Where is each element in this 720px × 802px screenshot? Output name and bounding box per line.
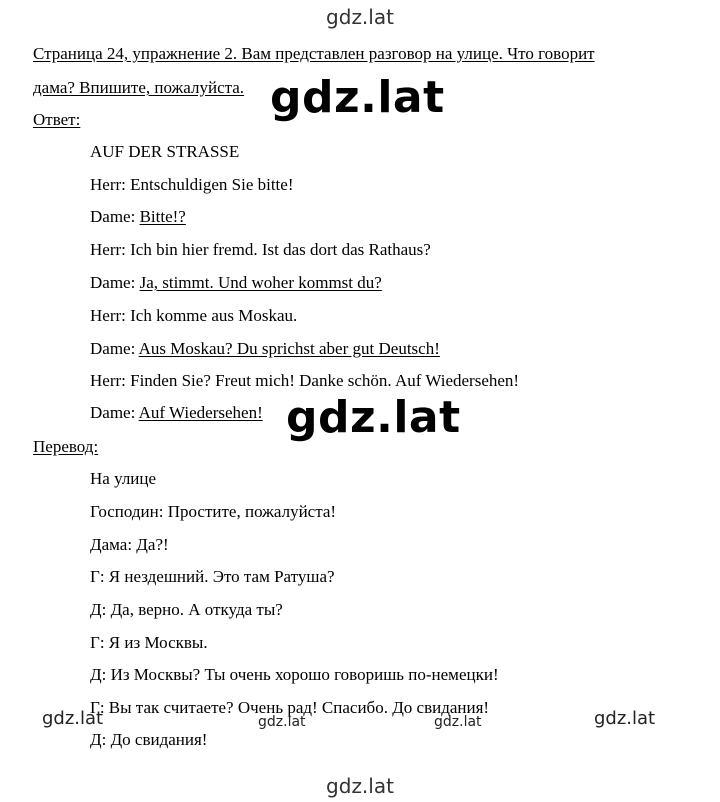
watermark-top: gdz.lat — [326, 5, 394, 29]
dialogue-line — [90, 339, 440, 359]
translation-title: На улице — [90, 469, 157, 488]
translation-line: Г: Вы так считаете? Очень рад! Спасибо. До свидания! — [90, 698, 490, 717]
speaker-label: Dame: — [90, 339, 136, 358]
filled-answer: Bitte!? — [139, 207, 186, 226]
filled-answer: Ja, stimmt. Und woher kommst du? — [139, 273, 382, 292]
translation-heading: Перевод: — [33, 437, 99, 456]
dialogue-line — [90, 240, 431, 260]
answer-heading: Ответ: — [33, 110, 81, 129]
watermark-small: gdz.lat — [258, 714, 306, 730]
dialogue-line — [90, 306, 297, 326]
task-line-2: дама? Впишите, пожалуйста. — [33, 78, 245, 97]
watermark-large: gdz.lat — [270, 72, 445, 123]
dialogue-line — [90, 207, 186, 227]
translation-line: Д: Из Москвы? Ты очень хорошо говоришь по-немецки! — [90, 665, 499, 684]
dialogue-line — [90, 175, 293, 195]
speaker-label: Herr: — [90, 175, 126, 194]
speaker-label: Dame: — [90, 403, 136, 422]
watermark-large: gdz.lat — [286, 392, 461, 443]
translation-line: Д: Да, верно. А откуда ты? — [90, 600, 283, 619]
task-line-1: Страница 24, упражнение 2. Вам представлен разговор на улице. Что говорит — [33, 44, 595, 63]
watermark-bottom: gdz.lat — [326, 774, 394, 798]
translation-line: Г: Я из Москвы. — [90, 633, 208, 652]
dialogue-text: Finden Sie? Freut mich! Danke schön. Auf Wiedersehen! — [130, 371, 520, 390]
answer-title: AUF DER STRASSE — [90, 142, 240, 161]
watermark-small: gdz.lat — [434, 714, 482, 730]
filled-answer: Auf Wiedersehen! — [138, 403, 263, 422]
dialogue-text: Ich bin hier fremd. Ist das dort das Rathaus? — [130, 240, 431, 259]
dialogue-line — [90, 403, 263, 423]
speaker-label: Dame: — [90, 273, 136, 292]
translation-line: Г: Я нездешний. Это там Ратуша? — [90, 567, 335, 586]
watermark-small: gdz.lat — [594, 708, 656, 729]
filled-answer: Aus Moskau? Du sprichst aber gut Deutsch! — [138, 339, 440, 358]
translation-line: Д: До свидания! — [90, 730, 208, 749]
dialogue-line — [90, 273, 382, 293]
dialogue-line — [90, 371, 519, 391]
speaker-label: Herr: — [90, 371, 126, 390]
watermark-small: gdz.lat — [42, 708, 104, 729]
speaker-label: Dame: — [90, 207, 136, 226]
speaker-label: Herr: — [90, 306, 126, 325]
dialogue-text: Entschuldigen Sie bitte! — [130, 175, 294, 194]
translation-line: Дама: Да?! — [90, 535, 169, 554]
speaker-label: Herr: — [90, 240, 126, 259]
translation-line: Господин: Простите, пожалуйста! — [90, 502, 337, 521]
dialogue-text: Ich komme aus Moskau. — [130, 306, 298, 325]
